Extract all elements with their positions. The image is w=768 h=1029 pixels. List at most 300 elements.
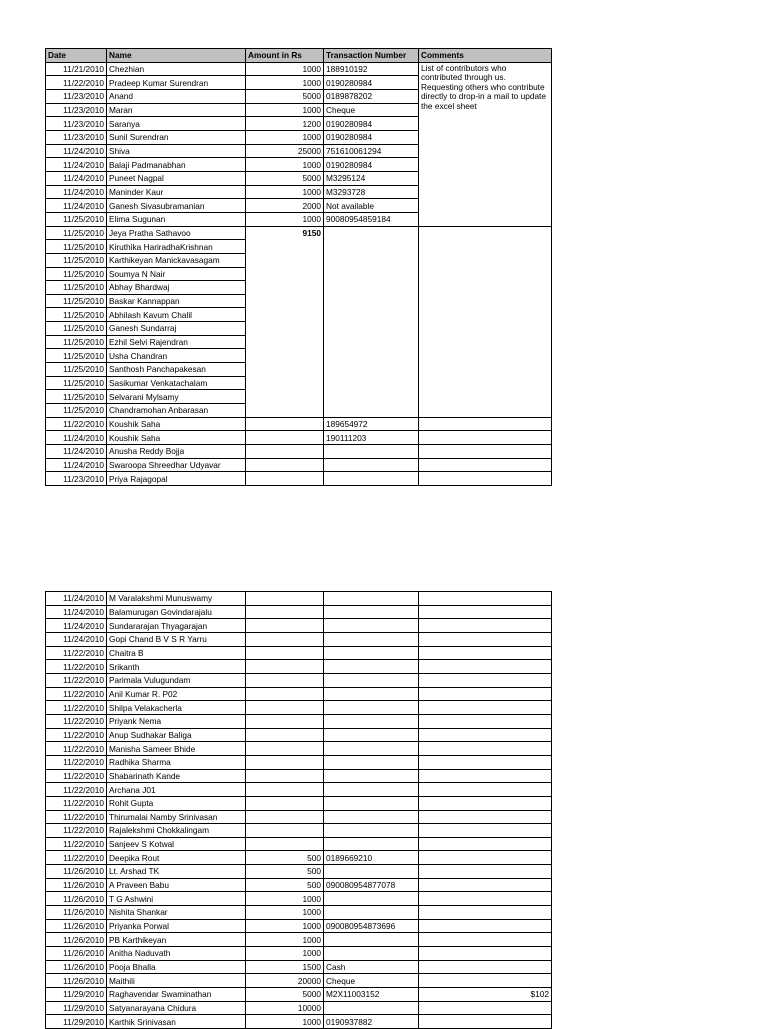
transaction-cell[interactable] <box>324 742 419 756</box>
name-cell[interactable]: Sanjeev S Kotwal <box>107 837 246 851</box>
comment-cell[interactable] <box>419 1015 552 1029</box>
name-cell[interactable]: Nishita Shankar <box>107 906 246 920</box>
date-cell[interactable]: 11/22/2010 <box>46 783 107 797</box>
table-row <box>46 417 552 431</box>
name-cell[interactable]: Chezhian <box>107 62 246 76</box>
amount-cell[interactable] <box>246 673 324 687</box>
comment-cell[interactable] <box>419 919 552 933</box>
date-cell[interactable]: 11/22/2010 <box>46 769 107 783</box>
amount-cell[interactable] <box>246 687 324 701</box>
date-cell[interactable]: 11/23/2010 <box>46 117 107 131</box>
table-row <box>46 445 552 459</box>
name-cell[interactable]: Anitha Naduvath <box>107 947 246 961</box>
amount-cell[interactable]: 500 <box>246 865 324 879</box>
transaction-cell[interactable]: M3293728 <box>324 185 419 199</box>
transaction-cell[interactable]: M2X11003152 <box>324 988 419 1002</box>
amount-cell[interactable]: 1000 <box>246 1015 324 1029</box>
transaction-cell[interactable] <box>324 458 419 472</box>
amount-cell[interactable] <box>246 728 324 742</box>
name-cell[interactable]: Shabarinath Kande <box>107 769 246 783</box>
name-cell[interactable]: Koushik Saha <box>107 431 246 445</box>
transaction-cell[interactable]: 188910192 <box>324 62 419 76</box>
table-row <box>46 906 552 920</box>
transaction-cell[interactable]: Cash <box>324 960 419 974</box>
amount-cell[interactable]: 1000 <box>246 906 324 920</box>
comment-cell[interactable] <box>419 728 552 742</box>
amount-cell[interactable]: 5000 <box>246 89 324 103</box>
name-cell[interactable]: Satyanarayana Chidura <box>107 1001 246 1015</box>
transaction-cell[interactable]: 0190280984 <box>324 130 419 144</box>
name-cell[interactable]: A Praveen Babu <box>107 878 246 892</box>
comment-cell[interactable] <box>419 769 552 783</box>
comment-cell[interactable] <box>419 605 552 619</box>
amount-cell[interactable] <box>246 769 324 783</box>
date-cell[interactable]: 11/24/2010 <box>46 171 107 185</box>
amount-cell[interactable] <box>246 837 324 851</box>
transaction-cell[interactable] <box>324 892 419 906</box>
amount-cell[interactable] <box>246 431 324 445</box>
date-cell[interactable]: 11/26/2010 <box>46 919 107 933</box>
table-row <box>46 714 552 728</box>
comment-cell[interactable] <box>419 714 552 728</box>
name-cell[interactable]: Abhilash Kavum Chalil <box>107 308 246 322</box>
name-cell[interactable]: Kiruthika HariradhaKrishnan <box>107 240 246 254</box>
name-cell[interactable]: Ezhil Selvi Rajendran <box>107 335 246 349</box>
table-row <box>46 933 552 947</box>
transaction-cell[interactable]: 90080954859184 <box>324 212 419 226</box>
name-cell[interactable]: Koushik Saha <box>107 417 246 431</box>
table-row <box>46 988 552 1002</box>
transaction-cell[interactable]: 190111203 <box>324 431 419 445</box>
name-cell[interactable]: Thirumalai Namby Srinivasan <box>107 810 246 824</box>
header-comments[interactable]: Comments <box>419 49 552 63</box>
amount-cell[interactable] <box>246 592 324 606</box>
date-cell[interactable]: 11/24/2010 <box>46 185 107 199</box>
name-cell[interactable]: Selvarani Mylsamy <box>107 390 246 404</box>
date-cell[interactable]: 11/24/2010 <box>46 632 107 646</box>
table-row <box>46 824 552 838</box>
name-cell[interactable]: Anup Sudhakar Baliga <box>107 728 246 742</box>
header-date[interactable]: Date <box>46 49 107 63</box>
date-cell[interactable]: 11/22/2010 <box>46 851 107 865</box>
amount-cell[interactable] <box>246 824 324 838</box>
date-cell[interactable]: 11/25/2010 <box>46 363 107 377</box>
name-cell[interactable]: Baskar Kannappan <box>107 294 246 308</box>
amount-cell[interactable]: 1000 <box>246 62 324 76</box>
date-cell[interactable]: 11/22/2010 <box>46 76 107 90</box>
transaction-cell[interactable] <box>324 865 419 879</box>
comment-cell[interactable] <box>419 947 552 961</box>
name-cell[interactable]: Usha Chandran <box>107 349 246 363</box>
name-cell[interactable]: Jeya Pratha Sathavoo <box>107 226 246 240</box>
name-cell[interactable]: Santhosh Panchapakesan <box>107 363 246 377</box>
name-cell[interactable]: T G Ashwini <box>107 892 246 906</box>
comment-cell[interactable] <box>419 796 552 810</box>
date-cell[interactable]: 11/22/2010 <box>46 714 107 728</box>
header-amount[interactable]: Amount in Rs <box>246 49 324 63</box>
date-cell[interactable]: 11/22/2010 <box>46 417 107 431</box>
transaction-cell[interactable] <box>324 605 419 619</box>
date-cell[interactable]: 11/25/2010 <box>46 226 107 240</box>
comment-cell[interactable] <box>419 783 552 797</box>
table-row <box>46 960 552 974</box>
comment-cell[interactable]: $102 <box>419 988 552 1002</box>
date-cell[interactable]: 11/26/2010 <box>46 865 107 879</box>
date-cell[interactable]: 11/25/2010 <box>46 349 107 363</box>
date-cell[interactable]: 11/22/2010 <box>46 755 107 769</box>
comment-cell[interactable] <box>419 673 552 687</box>
amount-cell[interactable]: 500 <box>246 851 324 865</box>
transaction-cell[interactable]: 090080954877078 <box>324 878 419 892</box>
header-row <box>46 49 552 63</box>
table-row <box>46 62 552 76</box>
name-cell[interactable]: Anil Kumar R. P02 <box>107 687 246 701</box>
name-cell[interactable]: Shiva <box>107 144 246 158</box>
name-cell[interactable]: Parimala Vulugundam <box>107 673 246 687</box>
table-row <box>46 226 552 240</box>
date-cell[interactable]: 11/25/2010 <box>46 294 107 308</box>
comment-cell[interactable] <box>419 851 552 865</box>
comment-cell[interactable] <box>419 865 552 879</box>
name-cell[interactable]: Chandramohan Anbarasan <box>107 404 246 418</box>
table-row <box>46 865 552 879</box>
comment-cell[interactable] <box>419 632 552 646</box>
transaction-cell[interactable] <box>324 646 419 660</box>
date-cell[interactable]: 11/24/2010 <box>46 144 107 158</box>
transaction-cell[interactable] <box>324 796 419 810</box>
transaction-cell[interactable]: 0190937882 <box>324 1015 419 1029</box>
date-cell[interactable]: 11/22/2010 <box>46 687 107 701</box>
amount-cell[interactable]: 1000 <box>246 76 324 90</box>
transaction-cell[interactable] <box>324 714 419 728</box>
date-cell[interactable]: 11/24/2010 <box>46 158 107 172</box>
transaction-cell[interactable] <box>324 769 419 783</box>
transaction-cell[interactable] <box>324 445 419 459</box>
date-cell[interactable]: 11/26/2010 <box>46 892 107 906</box>
comment-cell[interactable] <box>419 960 552 974</box>
name-cell[interactable]: Priyanka Porwal <box>107 919 246 933</box>
amount-cell[interactable] <box>246 755 324 769</box>
date-cell[interactable]: 11/29/2010 <box>46 1001 107 1015</box>
transaction-cell[interactable] <box>324 592 419 606</box>
table-row <box>46 919 552 933</box>
table-row <box>46 646 552 660</box>
date-cell[interactable]: 11/23/2010 <box>46 89 107 103</box>
date-cell[interactable]: 11/25/2010 <box>46 376 107 390</box>
amount-cell[interactable] <box>246 783 324 797</box>
table-row <box>46 1015 552 1029</box>
date-cell[interactable]: 11/24/2010 <box>46 199 107 213</box>
comment-cell[interactable] <box>419 906 552 920</box>
amount-cell[interactable]: 25000 <box>246 144 324 158</box>
date-cell[interactable]: 11/22/2010 <box>46 810 107 824</box>
name-cell[interactable]: Karthik Srinivasan <box>107 1015 246 1029</box>
amount-cell[interactable] <box>246 619 324 633</box>
date-cell[interactable]: 11/29/2010 <box>46 988 107 1002</box>
contributors-table-bottom <box>45 591 552 1029</box>
comment-cell[interactable] <box>419 742 552 756</box>
name-cell[interactable]: Anand <box>107 89 246 103</box>
name-cell[interactable]: Radhika Sharma <box>107 755 246 769</box>
name-cell[interactable]: Balamurugan Govindarajalu <box>107 605 246 619</box>
name-cell[interactable]: Archana J01 <box>107 783 246 797</box>
name-cell[interactable]: Ganesh Sivasubramanian <box>107 199 246 213</box>
amount-cell[interactable]: 1000 <box>246 212 324 226</box>
header-transaction[interactable]: Transaction Number <box>324 49 419 63</box>
table-row <box>46 878 552 892</box>
date-cell[interactable]: 11/22/2010 <box>46 796 107 810</box>
name-cell[interactable]: Anusha Reddy Bojja <box>107 445 246 459</box>
amount-cell[interactable]: 1000 <box>246 892 324 906</box>
date-cell[interactable]: 11/24/2010 <box>46 592 107 606</box>
comment-cell[interactable] <box>419 592 552 606</box>
amount-cell[interactable] <box>246 458 324 472</box>
date-cell[interactable]: 11/24/2010 <box>46 619 107 633</box>
amount-cell[interactable] <box>246 660 324 674</box>
date-cell[interactable]: 11/26/2010 <box>46 933 107 947</box>
name-cell[interactable]: Maran <box>107 103 246 117</box>
name-cell[interactable]: Sasikumar Venkatachalam <box>107 376 246 390</box>
comments-cell[interactable]: List of contributors who contributed through us. Requesting others who contribute directly to drop-in a mail to update the excel sheet <box>419 62 552 226</box>
name-cell[interactable]: Karthikeyan Manickavasagam <box>107 253 246 267</box>
transaction-cell[interactable] <box>324 701 419 715</box>
amount-cell[interactable]: 1000 <box>246 103 324 117</box>
table-row <box>46 947 552 961</box>
date-cell[interactable]: 11/25/2010 <box>46 281 107 295</box>
comment-cell[interactable] <box>419 837 552 851</box>
name-cell[interactable]: Puneet Nagpal <box>107 171 246 185</box>
date-cell[interactable]: 11/22/2010 <box>46 673 107 687</box>
date-cell[interactable]: 11/26/2010 <box>46 947 107 961</box>
amount-cell[interactable]: 1000 <box>246 185 324 199</box>
date-cell[interactable]: 11/22/2010 <box>46 646 107 660</box>
transaction-cell[interactable]: 090080954873696 <box>324 919 419 933</box>
transaction-cell[interactable] <box>324 226 419 417</box>
transaction-cell[interactable]: M3295124 <box>324 171 419 185</box>
name-cell[interactable]: Sundararajan Thyagarajan <box>107 619 246 633</box>
transaction-cell[interactable]: 0190280984 <box>324 117 419 131</box>
name-cell[interactable]: Maithili <box>107 974 246 988</box>
comment-cell[interactable] <box>419 824 552 838</box>
name-cell[interactable]: Priyank Nema <box>107 714 246 728</box>
date-cell[interactable]: 11/25/2010 <box>46 390 107 404</box>
name-cell[interactable]: M Varalakshmi Munuswamy <box>107 592 246 606</box>
table-row <box>46 687 552 701</box>
transaction-cell[interactable]: Not available <box>324 199 419 213</box>
name-cell[interactable]: Maninder Kaur <box>107 185 246 199</box>
transaction-cell[interactable]: Cheque <box>324 974 419 988</box>
comment-cell[interactable] <box>419 933 552 947</box>
amount-cell[interactable]: 20000 <box>246 974 324 988</box>
date-cell[interactable]: 11/23/2010 <box>46 103 107 117</box>
amount-cell[interactable] <box>246 632 324 646</box>
name-cell[interactable]: Manisha Sameer Bhide <box>107 742 246 756</box>
table-row <box>46 632 552 646</box>
amount-cell[interactable] <box>246 646 324 660</box>
amount-cell[interactable]: 2000 <box>246 199 324 213</box>
date-cell[interactable]: 11/25/2010 <box>46 240 107 254</box>
name-cell[interactable]: Deepika Rout <box>107 851 246 865</box>
date-cell[interactable]: 11/23/2010 <box>46 130 107 144</box>
transaction-cell[interactable] <box>324 810 419 824</box>
comment-cell[interactable] <box>419 974 552 988</box>
date-cell[interactable]: 11/25/2010 <box>46 267 107 281</box>
transaction-cell[interactable] <box>324 1001 419 1015</box>
name-cell[interactable]: Gopi Chand B V S R Yarru <box>107 632 246 646</box>
name-cell[interactable]: Chaitra B <box>107 646 246 660</box>
transaction-cell[interactable] <box>324 728 419 742</box>
amount-cell[interactable]: 1000 <box>246 158 324 172</box>
name-cell[interactable]: Shilpa Velakacherla <box>107 701 246 715</box>
name-cell[interactable]: Rohit Gupta <box>107 796 246 810</box>
table-row <box>46 605 552 619</box>
name-cell[interactable]: Balaji Padmanabhan <box>107 158 246 172</box>
transaction-cell[interactable] <box>324 933 419 947</box>
amount-cell[interactable] <box>246 472 324 486</box>
comment-cell[interactable] <box>419 226 552 417</box>
table-row <box>46 619 552 633</box>
date-cell[interactable]: 11/25/2010 <box>46 404 107 418</box>
date-cell[interactable]: 11/21/2010 <box>46 62 107 76</box>
amount-cell[interactable] <box>246 742 324 756</box>
amount-cell[interactable] <box>246 796 324 810</box>
transaction-cell[interactable] <box>324 660 419 674</box>
amount-cell[interactable] <box>246 714 324 728</box>
comment-cell[interactable] <box>419 892 552 906</box>
header-name[interactable]: Name <box>107 49 246 63</box>
date-cell[interactable]: 11/26/2010 <box>46 906 107 920</box>
transaction-cell[interactable] <box>324 632 419 646</box>
comment-cell[interactable] <box>419 646 552 660</box>
date-cell[interactable]: 11/22/2010 <box>46 660 107 674</box>
amount-cell[interactable]: 5000 <box>246 988 324 1002</box>
date-cell[interactable]: 11/22/2010 <box>46 742 107 756</box>
date-cell[interactable]: 11/25/2010 <box>46 322 107 336</box>
comment-cell[interactable] <box>419 417 552 431</box>
transaction-cell[interactable]: 0190280984 <box>324 158 419 172</box>
transaction-cell[interactable] <box>324 906 419 920</box>
table-row <box>46 458 552 472</box>
transaction-cell[interactable] <box>324 947 419 961</box>
date-cell[interactable]: 11/26/2010 <box>46 878 107 892</box>
transaction-cell[interactable] <box>324 783 419 797</box>
comment-cell[interactable] <box>419 701 552 715</box>
date-cell[interactable]: 11/26/2010 <box>46 960 107 974</box>
name-cell[interactable]: Lt. Arshad TK <box>107 865 246 879</box>
table-row <box>46 851 552 865</box>
date-cell[interactable]: 11/22/2010 <box>46 701 107 715</box>
transaction-cell[interactable]: 0190280984 <box>324 76 419 90</box>
transaction-cell[interactable] <box>324 687 419 701</box>
comment-cell[interactable] <box>419 755 552 769</box>
amount-cell[interactable] <box>246 445 324 459</box>
transaction-cell[interactable]: 751610061294 <box>324 144 419 158</box>
date-cell[interactable]: 11/22/2010 <box>46 837 107 851</box>
transaction-cell[interactable]: 0189878202 <box>324 89 419 103</box>
name-cell[interactable]: Elima Sugunan <box>107 212 246 226</box>
date-cell[interactable]: 11/22/2010 <box>46 728 107 742</box>
amount-cell[interactable]: 1000 <box>246 947 324 961</box>
date-cell[interactable]: 11/25/2010 <box>46 212 107 226</box>
date-cell[interactable]: 11/25/2010 <box>46 335 107 349</box>
amount-cell[interactable]: 1000 <box>246 130 324 144</box>
date-cell[interactable]: 11/29/2010 <box>46 1015 107 1029</box>
table-row <box>46 892 552 906</box>
amount-cell[interactable]: 1000 <box>246 933 324 947</box>
amount-cell[interactable]: 10000 <box>246 1001 324 1015</box>
comment-cell[interactable] <box>419 1001 552 1015</box>
name-cell[interactable]: Pooja Bhalla <box>107 960 246 974</box>
transaction-cell[interactable] <box>324 619 419 633</box>
transaction-cell[interactable]: 189654972 <box>324 417 419 431</box>
date-cell[interactable]: 11/25/2010 <box>46 253 107 267</box>
transaction-cell[interactable]: Cheque <box>324 103 419 117</box>
comment-cell[interactable] <box>419 472 552 486</box>
group-amount-cell[interactable]: 9150 <box>246 226 324 417</box>
transaction-cell[interactable] <box>324 673 419 687</box>
name-cell[interactable]: Sunil Surendran <box>107 130 246 144</box>
comment-cell[interactable] <box>419 458 552 472</box>
date-cell[interactable]: 11/24/2010 <box>46 458 107 472</box>
date-cell[interactable]: 11/23/2010 <box>46 472 107 486</box>
comment-cell[interactable] <box>419 810 552 824</box>
date-cell[interactable]: 11/24/2010 <box>46 605 107 619</box>
name-cell[interactable]: Priya Rajagopal <box>107 472 246 486</box>
date-cell[interactable]: 11/24/2010 <box>46 445 107 459</box>
amount-cell[interactable] <box>246 417 324 431</box>
name-cell[interactable]: Saranya <box>107 117 246 131</box>
transaction-cell[interactable]: 0189669210 <box>324 851 419 865</box>
amount-cell[interactable]: 1000 <box>246 919 324 933</box>
table-row <box>46 701 552 715</box>
amount-cell[interactable] <box>246 701 324 715</box>
name-cell[interactable]: Rajalekshmi Chokkalingam <box>107 824 246 838</box>
comment-cell[interactable] <box>419 687 552 701</box>
table-row <box>46 592 552 606</box>
name-cell[interactable]: Srikanth <box>107 660 246 674</box>
amount-cell[interactable]: 5000 <box>246 171 324 185</box>
transaction-cell[interactable] <box>324 472 419 486</box>
name-cell[interactable]: Soumya N Nair <box>107 267 246 281</box>
comment-cell[interactable] <box>419 619 552 633</box>
name-cell[interactable]: Abhay Bhardwaj <box>107 281 246 295</box>
comment-cell[interactable] <box>419 878 552 892</box>
transaction-cell[interactable] <box>324 755 419 769</box>
transaction-cell[interactable] <box>324 824 419 838</box>
transaction-cell[interactable] <box>324 837 419 851</box>
date-cell[interactable]: 11/26/2010 <box>46 974 107 988</box>
amount-cell[interactable] <box>246 605 324 619</box>
date-cell[interactable]: 11/25/2010 <box>46 308 107 322</box>
amount-cell[interactable]: 1500 <box>246 960 324 974</box>
name-cell[interactable]: PB Karthikeyan <box>107 933 246 947</box>
date-cell[interactable]: 11/22/2010 <box>46 824 107 838</box>
table-row <box>46 783 552 797</box>
name-cell[interactable]: Raghavendar Swaminathan <box>107 988 246 1002</box>
date-cell[interactable]: 11/24/2010 <box>46 431 107 445</box>
name-cell[interactable]: Ganesh Sundarraj <box>107 322 246 336</box>
table-row <box>46 1001 552 1015</box>
comment-cell[interactable] <box>419 431 552 445</box>
name-cell[interactable]: Pradeep Kumar Surendran <box>107 76 246 90</box>
amount-cell[interactable]: 1200 <box>246 117 324 131</box>
comment-cell[interactable] <box>419 445 552 459</box>
comment-cell[interactable] <box>419 660 552 674</box>
table-row <box>46 755 552 769</box>
amount-cell[interactable]: 500 <box>246 878 324 892</box>
name-cell[interactable]: Swaroopa Shreedhar Udyavar <box>107 458 246 472</box>
amount-cell[interactable] <box>246 810 324 824</box>
